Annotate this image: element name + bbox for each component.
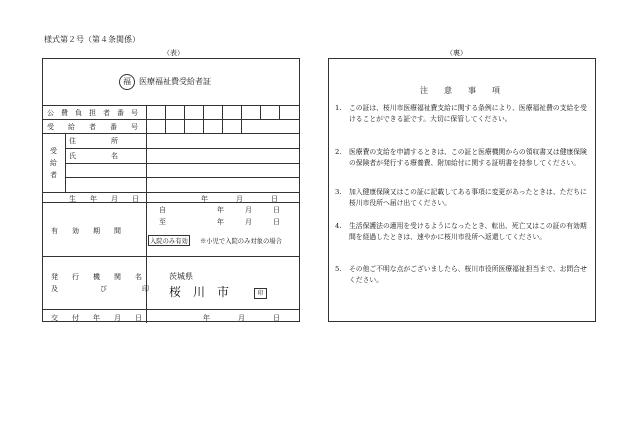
issuer-seal-label: 及 び 印 <box>51 285 149 293</box>
fuku-mark-icon: 福 <box>119 74 135 90</box>
card-title-row <box>43 59 299 105</box>
card-title: 医療福祉費受給者証 <box>139 77 211 86</box>
birthdate-label: 生 年 月 日 <box>69 195 139 203</box>
validity-from-date: 年 月 日 <box>217 206 280 214</box>
note-item: 5. その他ご不明な点がございましたら、桜川市役所医療福祉担当まで、お問合せください。 <box>335 265 587 284</box>
note-item: 3. 加入健康保険又はこの証に記載してある事項に変更があったときは、ただちに桜川市役所へ届け出てください。 <box>335 188 587 207</box>
recipient-label: 受 給 者 <box>50 147 57 179</box>
name-label: 氏 名 <box>69 152 118 160</box>
validity-from-label: 自 <box>159 206 166 214</box>
back-side-label: （裏） <box>446 49 467 57</box>
city-name: 桜 川 市 <box>169 285 230 299</box>
issue-date-label: 交 付 年 月 日 <box>51 314 142 322</box>
payer-number-label: 公 費 負 担 者 番 号 <box>47 109 138 117</box>
front-side-label: （表） <box>163 49 184 57</box>
note-item: 1. この証は、桜川市医療福祉費支給に関する条例により、医療福祉費の支給を受けることができる証です。大切に保管してください。 <box>335 104 587 123</box>
issuer-label: 発 行 機 関 名 <box>51 273 142 281</box>
inpatient-note: ※小児で入院のみ対象の場合 <box>200 238 282 245</box>
validity-to-date: 年 月 日 <box>217 218 280 226</box>
note-item: 4. 生活保護法の適用を受けるようになったとき、転出、死亡又はこの証の有効期間を経過したときは、速やかに桜川市役所へ返還してください。 <box>335 222 587 241</box>
seal-icon: 印 <box>254 288 267 299</box>
address-label: 住 所 <box>69 137 118 145</box>
issue-date-value: 年 月 日 <box>203 314 280 322</box>
recipient-number-label: 受 給 者 番 号 <box>47 123 138 131</box>
note-item: 2. 医療費の支給を申請するときは、この証と医療機関からの領収書又は健康保険の保険者が発行する療養費、附加給付に関する証明書を持参してください。 <box>335 148 587 167</box>
prefecture-name: 茨城県 <box>169 272 193 281</box>
validity-to-label: 至 <box>159 218 166 226</box>
back-card <box>328 58 596 322</box>
birthdate-value: 年 月 日 <box>201 195 278 203</box>
validity-label: 有 効 期 間 <box>51 227 121 235</box>
form-label: 様式第２号（第４条関係） <box>44 35 140 44</box>
notice-title: 注 意 事 項 <box>420 86 504 95</box>
front-card <box>42 58 300 322</box>
inpatient-only-checkbox[interactable]: 入院のみ有効 <box>148 235 190 246</box>
